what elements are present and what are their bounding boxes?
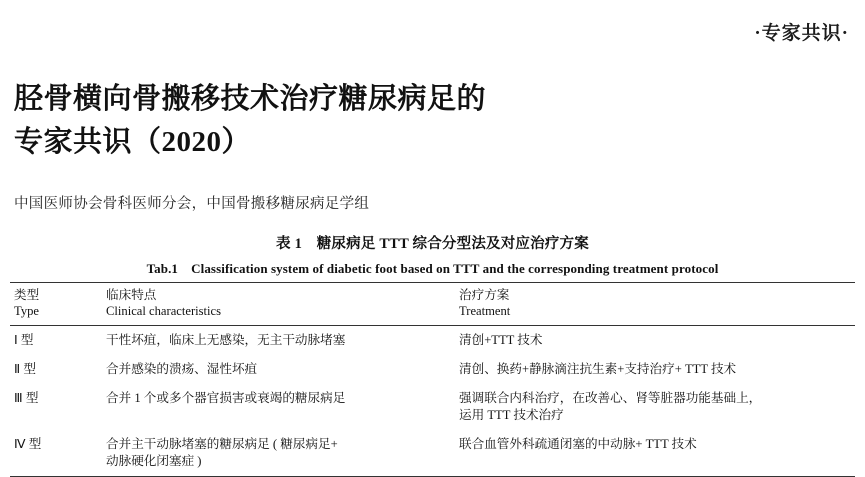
table-caption-chinese: 表 1 糖尿病足 TTT 综合分型法及对应治疗方案 [276, 236, 589, 252]
row-type: Ⅰ 型 [14, 333, 34, 347]
row-clinical-line1: 合并 1 个或多个器官损害或衰竭的糖尿病足 [106, 391, 346, 405]
row-clinical [102, 355, 455, 384]
table-header-row [10, 283, 855, 326]
row-treatment [455, 326, 855, 356]
row-clinical-line1: 合并感染的溃疡、湿性坏疽 [106, 362, 258, 376]
article-title [14, 78, 714, 164]
column-header-treatment-en: Treatment [459, 303, 511, 318]
column-header-type-en: Type [14, 303, 39, 318]
table-caption-english: Tab.1 Classification system of diabetic foot based on TTT and the corresponding treatment protocol [146, 261, 719, 276]
row-treatment [455, 430, 855, 477]
row-treatment-line1: 清创+TTT 技术 [459, 333, 543, 347]
table-row [10, 326, 855, 356]
column-header-type-cn: 类型 [14, 288, 40, 302]
row-clinical-line1: 干性坏疽，临床上无感染，无主干动脉堵塞 [106, 333, 346, 347]
row-treatment-line2: 运用 TTT 技术治疗 [459, 408, 564, 422]
row-clinical [102, 430, 455, 477]
row-treatment-line1: 强调联合内科治疗，在改善心、肾等脏器功能基础上， [459, 391, 762, 405]
row-type: Ⅱ 型 [14, 362, 36, 376]
table-element [10, 282, 855, 477]
row-clinical [102, 384, 455, 430]
table-header [10, 283, 855, 326]
column-header-type [10, 283, 102, 326]
row-clinical-line1: 合并主干动脉堵塞的糖尿病足 ( 糖尿病足+ [106, 437, 338, 451]
title-line-2: 专家共识（2020） [14, 126, 252, 158]
column-header-treatment-cn: 治疗方案 [459, 288, 510, 302]
table-row [10, 430, 855, 477]
row-treatment-line1: 联合血管外科疏通闭塞的中动脉+ TTT 技术 [459, 437, 697, 451]
row-treatment-line1: 清创、换药+静脉滴注抗生素+支持治疗+ TTT 技术 [459, 362, 737, 376]
page-header-tag: ·专家共识· [754, 23, 849, 44]
row-clinical [102, 326, 455, 356]
table-body [10, 326, 855, 477]
row-clinical-line2: 动脉硬化闭塞症 ) [106, 454, 202, 468]
table-row [10, 384, 855, 430]
classification-table [10, 282, 855, 477]
column-header-clinical-en: Clinical characteristics [106, 303, 222, 318]
author-affiliations: 中国医师协会骨科医师分会，中国骨搬移糖尿病足学组 [14, 196, 370, 212]
row-type: Ⅲ 型 [14, 391, 39, 405]
column-header-treatment [455, 283, 855, 326]
column-header-clinical-cn: 临床特点 [106, 288, 157, 302]
column-header-clinical [102, 283, 455, 326]
row-treatment [455, 384, 855, 430]
row-type: Ⅳ 型 [14, 437, 42, 451]
row-treatment [455, 355, 855, 384]
title-line-1: 胫骨横向骨搬移技术治疗糖尿病足的 [14, 83, 487, 115]
table-row [10, 355, 855, 384]
